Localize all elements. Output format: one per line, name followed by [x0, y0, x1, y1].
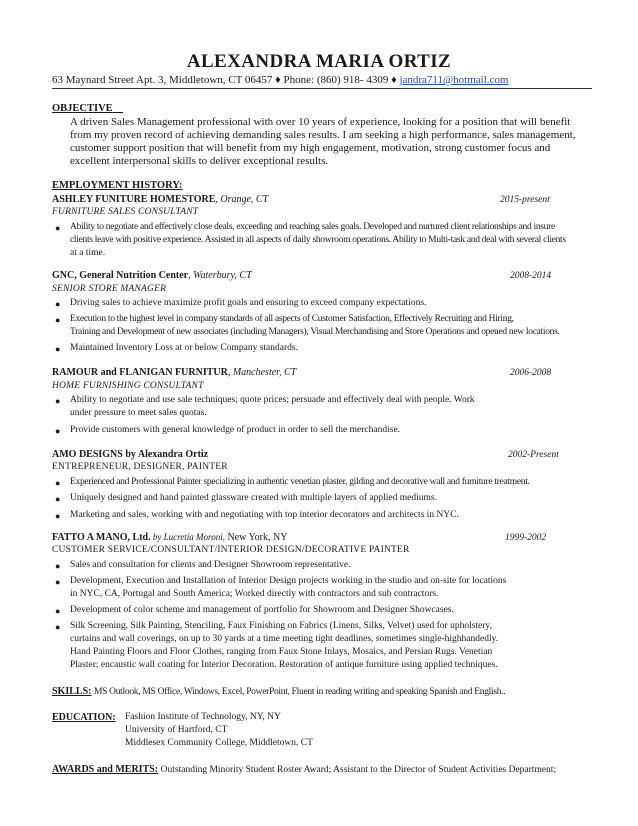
- awards-heading: AWARDS and MERITS:: [52, 764, 159, 775]
- job-title: ENTREPRENEUR, DESIGNER, PAINTER: [52, 462, 228, 472]
- job-dates: 2006-2008: [510, 368, 552, 378]
- bullet-text: Training and Development of new associates (including Managers), Visual Merchandising and Store Operations and opened new locations.: [70, 327, 560, 337]
- bullet-icon: ●: [55, 478, 61, 488]
- awards-line: [52, 764, 556, 775]
- phone: Phone: (860) 918- 4309: [283, 74, 389, 86]
- education-school: Middlesex Community College, Middletown, CT: [125, 738, 313, 748]
- bullet-text: Hand Painting Floors and Floor Clothes, ranging from Faux Stone Inlays, Mosaics, and Persian Rugs. Venetian: [70, 647, 493, 657]
- job-header: [52, 367, 296, 378]
- bullet-text: Uniquely designed and hand painted glassware created with multiple layers of applied mediums.: [70, 493, 437, 503]
- company-name: AMO DESIGNS by Alexandra Ortiz: [52, 449, 209, 460]
- bullet-text: Ability to negotiate and effectively close deals, exceeding and reaching sales goals. Developed and nurtured client relationships and insure: [70, 222, 555, 232]
- skills-line: [52, 686, 505, 697]
- email-link[interactable]: jandra711@hotmail.com: [399, 74, 509, 86]
- job-owner: by Lucretia Moroni,: [150, 532, 225, 542]
- company-name: FATTO A MANO, Ltd.: [52, 532, 151, 543]
- bullet-icon: ●: [55, 622, 61, 632]
- bullet-icon: ●: [55, 426, 61, 436]
- company-name: RAMOUR and FLANIGAN FURNITUR: [52, 367, 228, 378]
- separator-diamond: ♦: [391, 74, 397, 86]
- company-name: GNC: [52, 270, 75, 281]
- employment-heading: EMPLOYMENT HISTORY:: [52, 180, 183, 191]
- job-dates: 2008-2014: [510, 271, 552, 281]
- bullet-icon: ●: [55, 577, 61, 587]
- bullet-text: clients leave with positive experience. Assisted in all aspects of daily showroom operations. Ability to Multi-task and deal with several clients: [70, 235, 566, 245]
- job-title: HOME FURNISHING CONSULTANT: [52, 381, 204, 391]
- education-school: University of Hartford, CT: [125, 725, 228, 735]
- job-title: FURNITURE SALES CONSULTANT: [52, 207, 199, 217]
- bullet-text: Execution to the highest level in company standards of all aspects of Customer Satisfaction, Effectively Recruiting and Hiring,: [70, 314, 514, 324]
- bullet-text: Driving sales to achieve maximize profit goals and ensuring to exceed company expectations.: [70, 298, 427, 308]
- bullet-icon: ●: [55, 223, 61, 233]
- objective-line: A driven Sales Management professional with over 10 years of experience, looking for a position that will benefit: [70, 116, 571, 128]
- objective-heading: OBJECTIVE: [52, 103, 113, 114]
- bullet-text: Provide customers with general knowledge of product in order to sell the merchandise.: [70, 425, 401, 435]
- bullet-text: in NYC, CA, Portugal and South America; Worked directly with contractors and sub contractors.: [70, 589, 439, 599]
- job-location: , Waterbury, CT: [188, 270, 252, 281]
- objective-line: excellent interpersonal skills to deliver exceptional results.: [70, 155, 329, 167]
- bullet-text: Development of color scheme and management of portfolio for Showroom and Designer Showcases.: [70, 605, 454, 615]
- skills-heading: SKILLS:: [52, 686, 92, 697]
- bullet-icon: ●: [55, 299, 61, 309]
- objective-text: [70, 116, 590, 168]
- bullet-text: Development, Execution and Installation of Interior Design projects working in the studio and on-site for locations: [70, 576, 507, 586]
- bullet-icon: ●: [55, 344, 61, 354]
- company-name-rest: , General Nutrition Center: [74, 270, 189, 281]
- bullet-text: Maintained Inventory Loss at or below Company standards.: [70, 343, 298, 353]
- education-heading: EDUCATION:: [52, 712, 116, 723]
- job-dates: 1999-2002: [505, 533, 547, 543]
- job-location: , Manchester, CT: [227, 367, 297, 378]
- job-dates: 2002-Present: [508, 450, 559, 460]
- candidate-name: ALEXANDRA MARIA ORTIZ: [186, 51, 452, 72]
- education-school: Fashion Institute of Technology, NY, NY: [125, 712, 281, 722]
- job-title: SENIOR STORE MANAGER: [52, 284, 167, 294]
- contact-line: [52, 74, 592, 89]
- awards-text: Outstanding Minority Student Roster Award; Assistant to the Director of Student Activities Department;: [160, 765, 557, 775]
- job-header: [52, 270, 252, 281]
- bullet-icon: ●: [55, 511, 61, 521]
- bullet-text: Experienced and Professional Painter specializing in authentic venetian plaster, gilding and decorative wall and furniture treatment.: [70, 477, 530, 487]
- bullet-text: under pressure to meet sales quotas.: [70, 408, 207, 418]
- job-header: [52, 449, 208, 460]
- bullet-icon: ●: [55, 494, 61, 504]
- bullet-text: curtains and wall coverings, on up to 30 yards at a time meeting tight deadlines, sometimes single-highhandedly.: [70, 634, 499, 644]
- skills-text: MS Outlook, MS Office, Windows, Excel, PowerPoint, Fluent in reading writing and speaking Spanish and English..: [93, 687, 506, 697]
- company-name: ASHLEY FUNITURE HOMESTORE: [52, 194, 216, 205]
- bullet-text: Ability to negotiate and use sale techniques; quote prices; persuade and effectively deal with people. Work: [70, 395, 475, 405]
- bullet-text: Silk Screening, Silk Painting, Stenciling, Faux Finishing on Fabrics (Linens, Silks, Velvet) used for upholstery,: [70, 621, 492, 631]
- bullet-text: Marketing and sales, working with and negotiating with top interior decorators and architects in NYC.: [70, 510, 459, 520]
- bullet-text: Sales and consultation for clients and Designer Showroom representative.: [70, 560, 351, 570]
- job-header: [52, 532, 287, 543]
- separator-diamond: ♦: [275, 74, 281, 86]
- education-line: [52, 712, 116, 723]
- job-header: [52, 194, 268, 205]
- bullet-text: Plaster; encaustic wall coating for Interior Decoration. Restoration of antique furniture using applied techniques.: [70, 660, 498, 670]
- bullet-icon: ●: [55, 561, 61, 571]
- objective-line: customer support position that will benefit from my high engagement, motivation, strong customer focus and: [70, 142, 551, 154]
- bullet-text: at a time.: [70, 248, 106, 258]
- job-location: New York, NY: [224, 532, 288, 543]
- bullet-icon: ●: [55, 315, 61, 325]
- job-title: CUSTOMER SERVICE/CONSULTANT/INTERIOR DESIGN/DECORATIVE PAINTER: [52, 545, 410, 555]
- bullet-icon: ●: [55, 606, 61, 616]
- job-dates: 2015-present: [500, 195, 550, 205]
- address: 63 Maynard Street Apt. 3, Middletown, CT 06457: [52, 74, 273, 86]
- job-location: , Orange, CT: [215, 194, 269, 205]
- bullet-icon: ●: [55, 396, 61, 406]
- objective-line: from my proven record of achieving demanding sales results. I am seeking a high performance, sales management,: [70, 129, 576, 141]
